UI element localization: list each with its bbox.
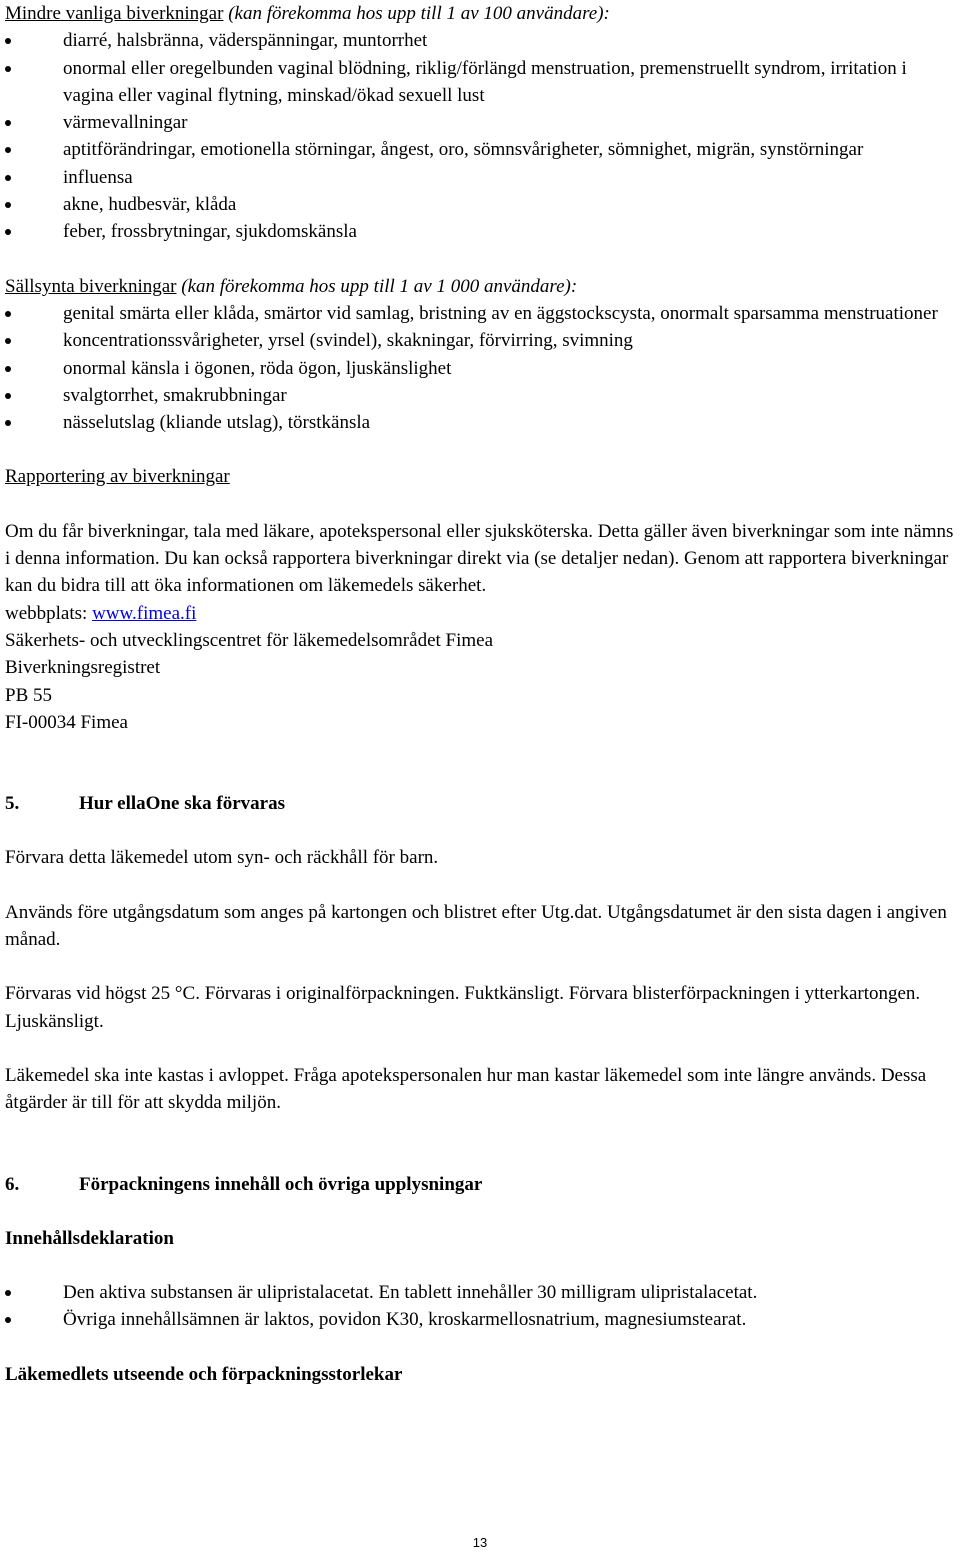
sallsynta-list bbox=[5, 300, 957, 436]
address-line: PB 55 bbox=[5, 684, 52, 706]
list-item: onormal eller oregelbunden vaginal blödning, riklig/förlängd menstruation, premenstruellt syndrom, irritation i vagina eller vaginal flytning, minskad/ökad sexuell lust bbox=[5, 55, 957, 110]
section5-paragraph: Förvaras vid högst 25 °C. Förvaras i originalförpackningen. Fuktkänsligt. Förvara blisterförpackningen i ytterkartongen. Ljuskänsligt. bbox=[5, 983, 921, 1032]
sallsynta-heading-label: Sällsynta biverkningar bbox=[5, 275, 177, 297]
section5-paragraph: Används före utgångsdatum som anges på kartongen och blistret efter Utg.dat. Utgångsdatumet är den sista dagen i angiven månad. bbox=[5, 901, 947, 951]
list-item: influensa bbox=[5, 164, 957, 191]
list-item: onormal känsla i ögonen, röda ögon, ljuskänslighet bbox=[5, 355, 957, 382]
sallsynta-heading-qualifier: (kan förekomma hos upp till 1 av 1 000 användare): bbox=[181, 275, 578, 297]
list-item: nässelutslag (kliande utslag), törstkänsla bbox=[5, 409, 957, 436]
list-item: Övriga innehållsämnen är laktos, povidon K30, kroskarmellosnatrium, magnesiumstearat. bbox=[5, 1306, 957, 1333]
list-item: svalgtorrhet, smakrubbningar bbox=[5, 382, 957, 409]
mindre-heading bbox=[5, 0, 957, 27]
address-line: Säkerhets- och utvecklingscentret för läkemedelsområdet Fimea bbox=[5, 629, 494, 651]
section6-heading bbox=[5, 1171, 957, 1198]
innehallsdeklaration-heading: Innehållsdeklaration bbox=[5, 1227, 174, 1249]
list-item: Den aktiva substansen är ulipristalacetat. En tablett innehåller 30 milligram ulipristalacetat. bbox=[5, 1279, 957, 1306]
document-page bbox=[5, 0, 957, 1388]
list-item: aptitförändringar, emotionella störningar, ångest, oro, sömnsvårigheter, sömnighet, migrän, synstörningar bbox=[5, 136, 957, 163]
list-item: värmevallningar bbox=[5, 109, 957, 136]
website-label: webbplats: bbox=[5, 602, 93, 624]
section5-heading bbox=[5, 790, 957, 817]
ingredients-list bbox=[5, 1279, 957, 1334]
list-item: feber, frossbrytningar, sjukdomskänsla bbox=[5, 218, 957, 245]
mindre-heading-qualifier: (kan förekomma hos upp till 1 av 100 användare): bbox=[228, 3, 610, 24]
fimea-link[interactable]: www.fimea.fi bbox=[92, 602, 197, 624]
section6-number: 6. bbox=[5, 1173, 20, 1195]
section6-title: Förpackningens innehåll och övriga upplysningar bbox=[79, 1173, 483, 1195]
address-line: FI-00034 Fimea bbox=[5, 711, 128, 733]
reporting-heading: Rapportering av biverkningar bbox=[5, 466, 230, 488]
list-item: genital smärta eller klåda, smärtor vid samlag, bristning av en äggstockscysta, onormalt sparsamma menstruationer bbox=[5, 300, 957, 327]
list-item: akne, hudbesvär, klåda bbox=[5, 191, 957, 218]
section5-paragraph: Läkemedel ska inte kastas i avloppet. Fråga apotekspersonalen hur man kastar läkemedel som inte längre används. Dessa åtgärder är till för att skydda miljön. bbox=[5, 1064, 927, 1114]
section5-paragraph: Förvara detta läkemedel utom syn- och räckhåll för barn. bbox=[5, 847, 439, 869]
mindre-heading-label: Mindre vanliga biverkningar bbox=[5, 3, 224, 24]
section5-title: Hur ellaOne ska förvaras bbox=[79, 793, 286, 815]
page-number: 13 bbox=[472, 1535, 488, 1550]
sallsynta-heading bbox=[5, 273, 957, 300]
section5-number: 5. bbox=[5, 793, 20, 815]
address-line: Biverkningsregistret bbox=[5, 657, 161, 679]
utseende-heading: Läkemedlets utseende och förpackningsstorlekar bbox=[5, 1363, 403, 1385]
list-item: koncentrationssvårigheter, yrsel (svindel), skakningar, förvirring, svimning bbox=[5, 327, 957, 354]
list-item: diarré, halsbränna, väderspänningar, muntorrhet bbox=[5, 27, 957, 54]
reporting-paragraph: Om du får biverkningar, tala med läkare, apotekspersonal eller sjuksköterska. Detta gäller även biverkningar som inte nämns i denna information. Du kan också rapportera biverkningar direkt via (se detaljer nedan). Genom att rapportera biverkningar kan du bidra till att öka informationen om läkemedels säkerhet. bbox=[5, 520, 954, 597]
mindre-list bbox=[5, 27, 957, 245]
website-line bbox=[5, 600, 957, 627]
